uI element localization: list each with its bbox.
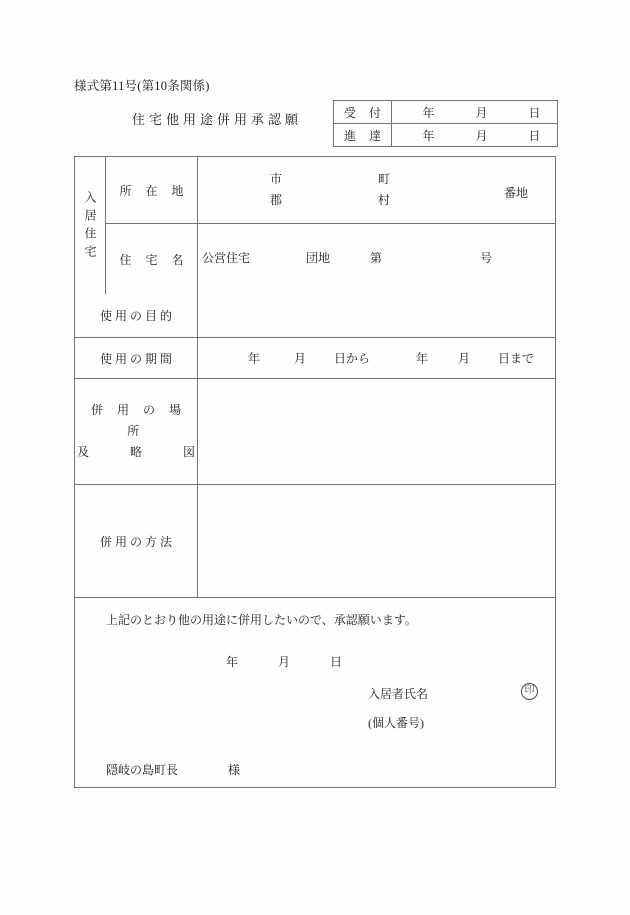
declaration-day: 日 — [329, 655, 342, 669]
addressee-honorific: 様 — [228, 763, 241, 777]
row-period — [75, 337, 555, 378]
house-public-housing: 公営住宅 — [202, 251, 251, 265]
shintatsu-year: 年 — [422, 128, 435, 143]
row-purpose — [75, 294, 555, 337]
field-period[interactable] — [198, 338, 555, 378]
declaration-box — [74, 597, 556, 788]
period-to-year: 年 — [416, 351, 429, 366]
row-method — [75, 484, 555, 597]
receipt-row-shintatsu — [334, 123, 557, 146]
house-gou: 号 — [480, 251, 493, 265]
address-shi-gun: 市 郡 — [270, 172, 283, 207]
field-method[interactable] — [198, 485, 555, 597]
main-form-table — [74, 156, 556, 598]
label-method: 併 用 の 方 法 — [75, 485, 198, 597]
row-place-and-sketch — [75, 378, 555, 484]
receipt-label-shintatsu: 進 達 — [334, 124, 392, 146]
field-address[interactable] — [198, 157, 555, 223]
period-to-month: 月 — [458, 351, 471, 366]
shintatsu-month: 月 — [475, 128, 488, 143]
uketsuke-year: 年 — [422, 105, 435, 120]
uketsuke-day: 日 — [528, 105, 541, 120]
signer-name-label: 入居者氏名 — [368, 687, 429, 701]
group-label-resident-housing: 入居住宅 — [75, 157, 106, 294]
declaration-month: 月 — [277, 655, 290, 669]
address-cho-son: 町 村 — [378, 172, 391, 207]
shintatsu-day: 日 — [528, 128, 541, 143]
period-from-month: 月 — [294, 351, 307, 366]
label-place-and-sketch: 併 用 の 場 所 及 略 図 — [75, 379, 198, 484]
row-address — [106, 157, 555, 223]
page-title: 住宅他用途併用承認願 — [131, 112, 302, 127]
label-period: 使 用 の 期 間 — [75, 338, 198, 378]
receipt-box — [333, 100, 558, 147]
receipt-row-uketsuke — [334, 101, 557, 123]
uketsuke-month: 月 — [475, 105, 488, 120]
field-house-name[interactable] — [198, 224, 555, 294]
period-to-day: 日まで — [498, 351, 535, 366]
receipt-date-uketsuke[interactable] — [392, 101, 557, 123]
field-purpose[interactable] — [198, 294, 555, 337]
address-banchi: 番地 — [504, 186, 529, 200]
period-from-day: 日から — [334, 351, 371, 366]
my-number-label: (個人番号) — [368, 716, 424, 730]
label-house-name: 住 宅 名 — [106, 224, 198, 294]
house-dai: 第 — [370, 251, 383, 265]
seal-stamp-icon: 印 — [521, 683, 538, 700]
receipt-label-uketsuke: 受 付 — [334, 101, 392, 123]
label-address: 所 在 地 — [106, 157, 198, 223]
declaration-year: 年 — [226, 655, 239, 669]
resident-housing-group — [75, 157, 555, 294]
row-house-name — [106, 223, 555, 294]
declaration-statement: 上記のとおり他の用途に併用したいので、承認願います。 — [106, 613, 417, 627]
receipt-date-shintatsu[interactable] — [392, 124, 557, 146]
period-from-year: 年 — [248, 351, 261, 366]
field-place-and-sketch[interactable] — [198, 379, 555, 484]
form-number: 様式第11号(第10条関係) — [74, 79, 210, 93]
declaration-date[interactable] — [226, 653, 342, 670]
house-danchi: 団地 — [306, 251, 331, 265]
addressee-line — [106, 761, 240, 778]
label-purpose: 使 用 の 目 的 — [75, 294, 198, 337]
addressee-name: 隠岐の島町長 — [106, 763, 179, 777]
